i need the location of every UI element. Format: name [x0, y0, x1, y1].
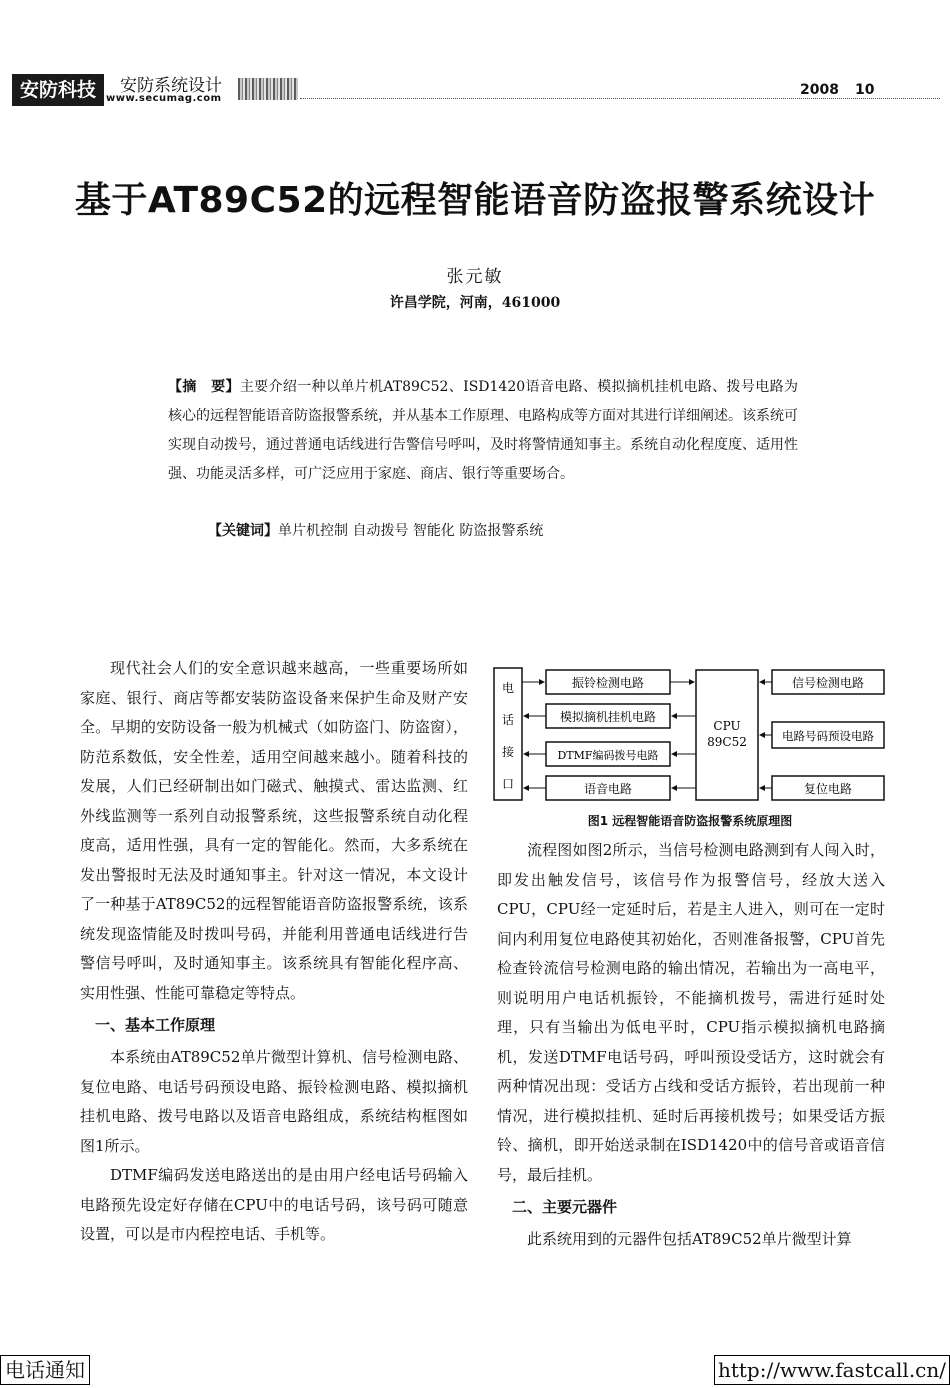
components-paragraph: 此系统用到的元器件包括AT89C52单片微型计算 [527, 1230, 852, 1248]
issue-number [800, 82, 874, 98]
magazine-badge: 安防科技 [12, 74, 104, 106]
voice-label: 语音电路 [583, 782, 633, 796]
cpu-label-2: 89C52 [707, 735, 747, 749]
right-column [497, 836, 885, 1255]
paper-title: 基于AT89C52的远程智能语音防盗报警系统设计 [74, 180, 876, 221]
hook-label: 模拟摘机挂机电路 [559, 710, 657, 724]
figure-caption: 图1 远程智能语音防盗报警系统原理图 [587, 814, 793, 828]
port-char-1: 电 [501, 681, 515, 695]
cpu-label-1: CPU [713, 719, 741, 733]
abstract [168, 373, 798, 489]
issue-year: 2008 [800, 82, 839, 98]
magazine-site: www.secumag.com [106, 93, 222, 104]
section-name: 安防系统设计 [120, 76, 222, 96]
affiliation: 许昌学院，河南，461000 [389, 295, 561, 311]
reset-label: 复位电路 [803, 782, 853, 796]
section-heading-2: 二、主要元器件 [512, 1198, 618, 1216]
intro-paragraph: 现代社会人们的安全意识越来越高，一些重要场所如家庭、银行、商店等都安装防盗设备来保护生命及财产安全。早期的安防设备一般为机械式（如防盗门、防盗窗），防范系数低，安全性差，适用空间越来越小。随着科技的发展，人们已经研制出如门磁式、触摸式、雷达监测、红外线监测等一系列自动报警系统，这些报警系统自动化程度高，适用性强，具有一定的智能化。然而，大多系统在发出警报时无法及时通知事主。针对这一情况，本文设计了一种基于AT89C52的远程智能语音防盗报警系统，该系统发现盗情能及时拨叫号码，并能利用普通电话线进行告警信号呼叫，及时通知事主。该系统具有智能化程序高、实用性强、性能可靠稳定等特点。 [80, 659, 468, 1002]
system-block-diagram [490, 660, 890, 810]
signal-detect-label: 信号检测电路 [791, 676, 865, 690]
watermark-url[interactable]: http://www.fastcall.cn/ [714, 1355, 950, 1385]
issue-no: 10 [854, 82, 875, 98]
keywords [208, 520, 543, 540]
section-heading-1: 一、基本工作原理 [95, 1016, 216, 1034]
abstract-label: 【摘 要】 [168, 379, 240, 395]
dtmf-label: DTMF编码拨号电路 [557, 749, 659, 762]
preset-label: 电路号码预设电路 [782, 729, 874, 743]
header-decoration [238, 78, 298, 100]
left-column [80, 654, 468, 1250]
keywords-label: 【关键词】 [208, 523, 278, 539]
ring-detect-label: 振铃检测电路 [571, 676, 645, 690]
keywords-text: 单片机控制 自动拨号 智能化 防盗报警系统 [278, 523, 544, 539]
port-char-2: 话 [501, 713, 515, 727]
abstract-text: 主要介绍一种以单片机AT89C52、ISD1420语音电路、模拟摘机挂机电路、拨号电路为核心的远程智能语音防盗报警系统，并从基本工作原理、电路构成等方面对其进行详细阐述。该系统可实现自动拨号，通过普通电话线进行告警信号呼叫，及时将警情通知事主。系统自动化程度度、适用性强、功能灵活多样，可广泛应用于家庭、商店、银行等重要场合。 [168, 379, 799, 482]
header-rule [300, 98, 940, 99]
flow-paragraph: 流程图如图2所示，当信号检测电路测到有人闯入时，即发出触发信号，该信号作为报警信号，经放大送入CPU，CPU经一定延时后，若是主人进入，则可在一定时间内利用复位电路使其初始化，否则准备报警，CPU首先检查铃流信号检测电路的输出情况，若输出为一高电平，则说明用户电话机振铃，不能摘机拨号，需进行延时处理，只有当输出为低电平时，CPU指示模拟摘机电路摘机，发送DTMF电话号码，呼叫预设受话方，这时就会有两种情况出现：受话方占线和受话方振铃，若出现前一种情况，进行模拟挂机、延时后再接机拨号；如果受话方振铃、摘机，即开始送录制在ISD1420中的信号音或语音信号，最后挂机。 [497, 841, 885, 1184]
port-char-3: 接 [501, 745, 515, 759]
principle-paragraph: 本系统由AT89C52单片微型计算机、信号检测电路、复位电路、电话号码预设电路、振铃检测电路、模拟摘机挂机电路、拨号电路以及语音电路组成，系统结构框图如图1所示。 [80, 1048, 468, 1155]
dtmf-paragraph: DTMF编码发送电路送出的是由用户经电话号码输入电路预先设定好存储在CPU中的电话号码，该号码可随意设置，可以是市内程控电话、手机等。 [80, 1166, 468, 1243]
port-char-4: 口 [501, 777, 515, 791]
author: 张元敏 [446, 267, 504, 287]
watermark-left: 电话通知 [0, 1355, 90, 1385]
